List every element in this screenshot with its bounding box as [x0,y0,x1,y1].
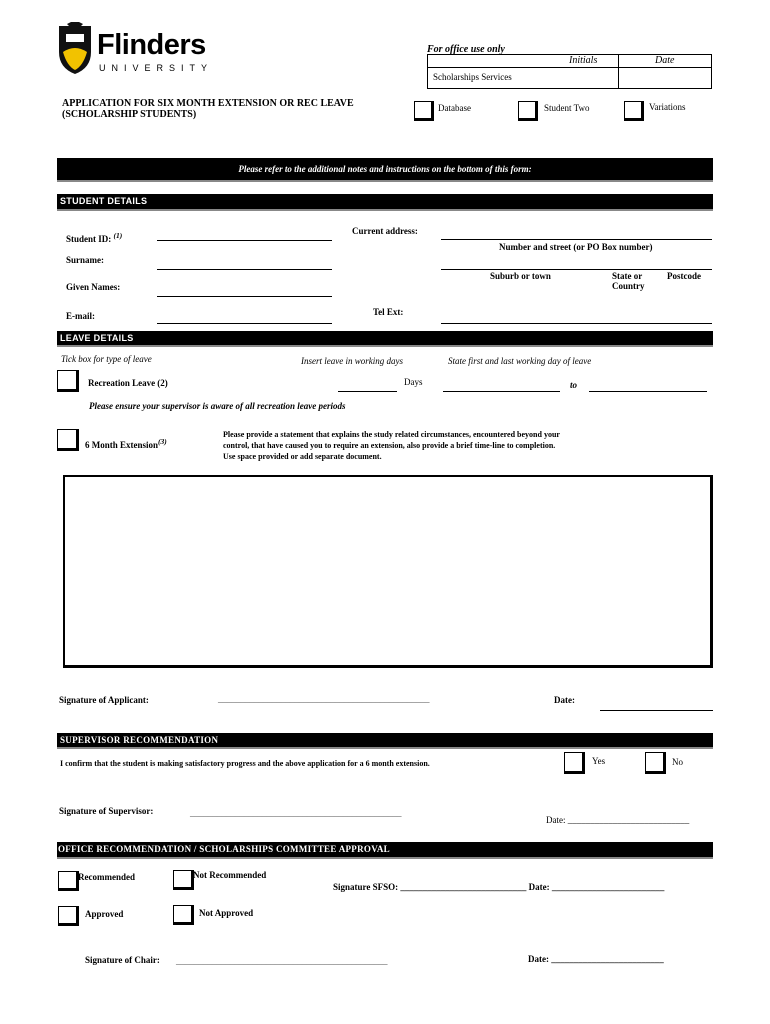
student-id-field[interactable] [157,240,332,241]
variations-label: Variations [649,102,686,112]
surname-label: Surname: [66,255,104,265]
approved-label: Approved [85,909,124,919]
supervisor-aware-note: Please ensure your supervisor is aware of all recreation leave periods [89,401,346,411]
yes-checkbox[interactable] [564,752,585,774]
state-label-1: State or [612,271,643,281]
supervisor-date[interactable]: Date: ___________________________ [546,815,690,825]
email-field[interactable] [157,323,332,324]
given-names-field[interactable] [157,296,332,297]
state-days-caption: State first and last working day of leave [448,356,592,366]
supervisor-heading-bar [57,733,713,749]
student-details-heading-bar [57,194,713,211]
student-two-label: Student Two [544,103,590,113]
last-day-field[interactable] [589,391,707,392]
student-details-heading: STUDENT DETAILS [60,196,148,206]
no-checkbox[interactable] [645,752,666,774]
database-checkbox[interactable] [414,101,434,121]
street-label: Number and street (or PO Box number) [499,242,653,252]
student-id-note: (1) [113,231,123,240]
applicant-signature-label: Signature of Applicant: [59,695,149,705]
office-col-initials: Initials [569,55,598,66]
logo-subtitle: UNIVERSITY [99,63,214,73]
street-field[interactable] [441,239,712,240]
database-label: Database [438,103,471,113]
six-month-extension-checkbox[interactable] [57,429,79,451]
days-label: Days [404,377,423,387]
not-recommended-checkbox[interactable] [173,870,194,890]
email-label: E-mail: [66,311,95,321]
logo-wordmark: Flinders [97,29,206,61]
surname-field[interactable] [157,269,332,270]
to-label: to [570,380,578,390]
statement-textarea[interactable] [63,475,713,668]
statement-instruction-3: Use space provided or add separate document. [223,452,382,461]
approved-checkbox[interactable] [58,906,79,926]
office-row-label: Scholarships Services [433,72,512,82]
student-id-label: Student ID: $^{(1)}$ [66,231,123,244]
leave-details-heading: LEAVE DETAILS [60,333,134,343]
extension-note: (3) [158,437,167,446]
notice-text: Please refer to the additional notes and instructions on the bottom of this form: [238,164,532,174]
supervisor-confirm-text: I confirm that the student is making satisfactory progress and the above application for a 6 month extension. [60,759,430,768]
insert-days-caption: Insert leave in working days [301,356,403,366]
tel-ext-field[interactable] [441,323,712,324]
supervisor-signature-label: Signature of Supervisor: [59,806,154,816]
statement-instruction-1: Please provide a statement that explains the study related circumstances, encountered beyond your [223,430,560,439]
postcode-label: Postcode [667,271,701,281]
sfso-signature-date[interactable]: Signature SFSO: ____________________________ Date: _________________________ [333,882,665,892]
form-title-line1: APPLICATION FOR SIX MONTH EXTENSION OR REC LEAVE [62,98,354,109]
student-two-checkbox[interactable] [518,101,538,121]
shield-crest-icon [57,22,93,76]
variations-checkbox[interactable] [624,101,644,121]
applicant-date-field[interactable] [600,710,713,711]
recreation-leave-label: Recreation Leave (2) [88,378,168,388]
chair-signature-label: Signature of Chair: [85,955,160,965]
notice-bar [57,158,713,182]
not-approved-checkbox[interactable] [173,905,194,925]
not-recommended-label: Not Recommended [193,870,267,880]
tel-ext-label: Tel Ext: [373,307,404,317]
supervisor-heading: SUPERVISOR RECOMMENDATION [60,735,219,745]
supervisor-signature-line[interactable]: _______________________________________________ [190,808,402,818]
recommended-label: Recommended [78,872,135,882]
chair-date[interactable]: Date: _________________________ [528,954,664,964]
chair-signature-line[interactable]: _______________________________________________ [176,956,388,966]
office-approval-heading: OFFICE RECOMMENDATION / SCHOLARSHIPS COMMITTEE APPROVAL [58,844,390,854]
recreation-leave-checkbox[interactable] [57,370,79,392]
suburb-label: Suburb or town [490,271,551,281]
tick-caption: Tick box for type of leave [61,354,152,364]
first-day-field[interactable] [443,391,560,392]
state-label-2: Country [612,281,645,291]
applicant-signature-line[interactable]: _______________________________________________ [218,694,430,704]
not-approved-label: Not Approved [199,908,254,918]
leave-details-heading-bar [57,331,713,347]
recommended-checkbox[interactable] [58,871,79,891]
office-use-caption: For office use only [427,44,505,55]
leave-days-field[interactable] [338,391,397,392]
office-use-table [427,54,712,89]
given-names-label: Given Names: [66,282,121,292]
statement-instruction-2: control, that have caused you to require an extension, also provide a brief time-line to completion. [223,441,556,450]
no-label: No [672,757,683,767]
yes-label: Yes [592,756,606,766]
suburb-field[interactable] [441,269,712,270]
office-col-date: Date [655,55,675,66]
form-title-line2: (SCHOLARSHIP STUDENTS) [62,109,197,120]
current-address-label: Current address: [352,226,418,236]
applicant-date-label: Date: [554,695,575,705]
six-month-extension-label: 6 Month Extension$^{(3)}$ [85,437,167,450]
office-approval-heading-bar [57,842,713,859]
